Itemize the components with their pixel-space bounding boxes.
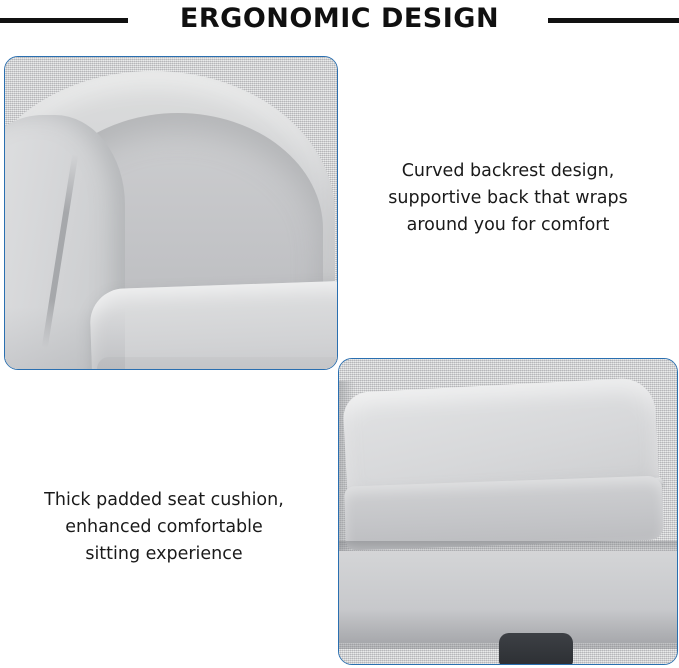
caption-seat-cushion: [14, 487, 314, 568]
chair-swivel-base: [499, 633, 573, 665]
caption-line: supportive back that wraps: [388, 188, 628, 208]
caption-line: around you for comfort: [406, 215, 610, 235]
photo-curved-backrest: [4, 56, 338, 370]
caption-line: Thick padded seat cushion,: [44, 490, 284, 510]
photo-seat-cushion: [338, 358, 678, 665]
photo-shadow: [5, 307, 125, 370]
caption-curved-backrest: [358, 158, 658, 239]
caption-line: sitting experience: [85, 544, 243, 564]
cushion-side-panel: [344, 475, 664, 550]
header-banner: [0, 0, 679, 42]
chair-seat-front-edge: [97, 357, 338, 370]
page-title: ERGONOMIC DESIGN: [179, 3, 500, 34]
caption-line: enhanced comfortable: [65, 517, 263, 537]
caption-line: Curved backrest design,: [401, 161, 615, 181]
